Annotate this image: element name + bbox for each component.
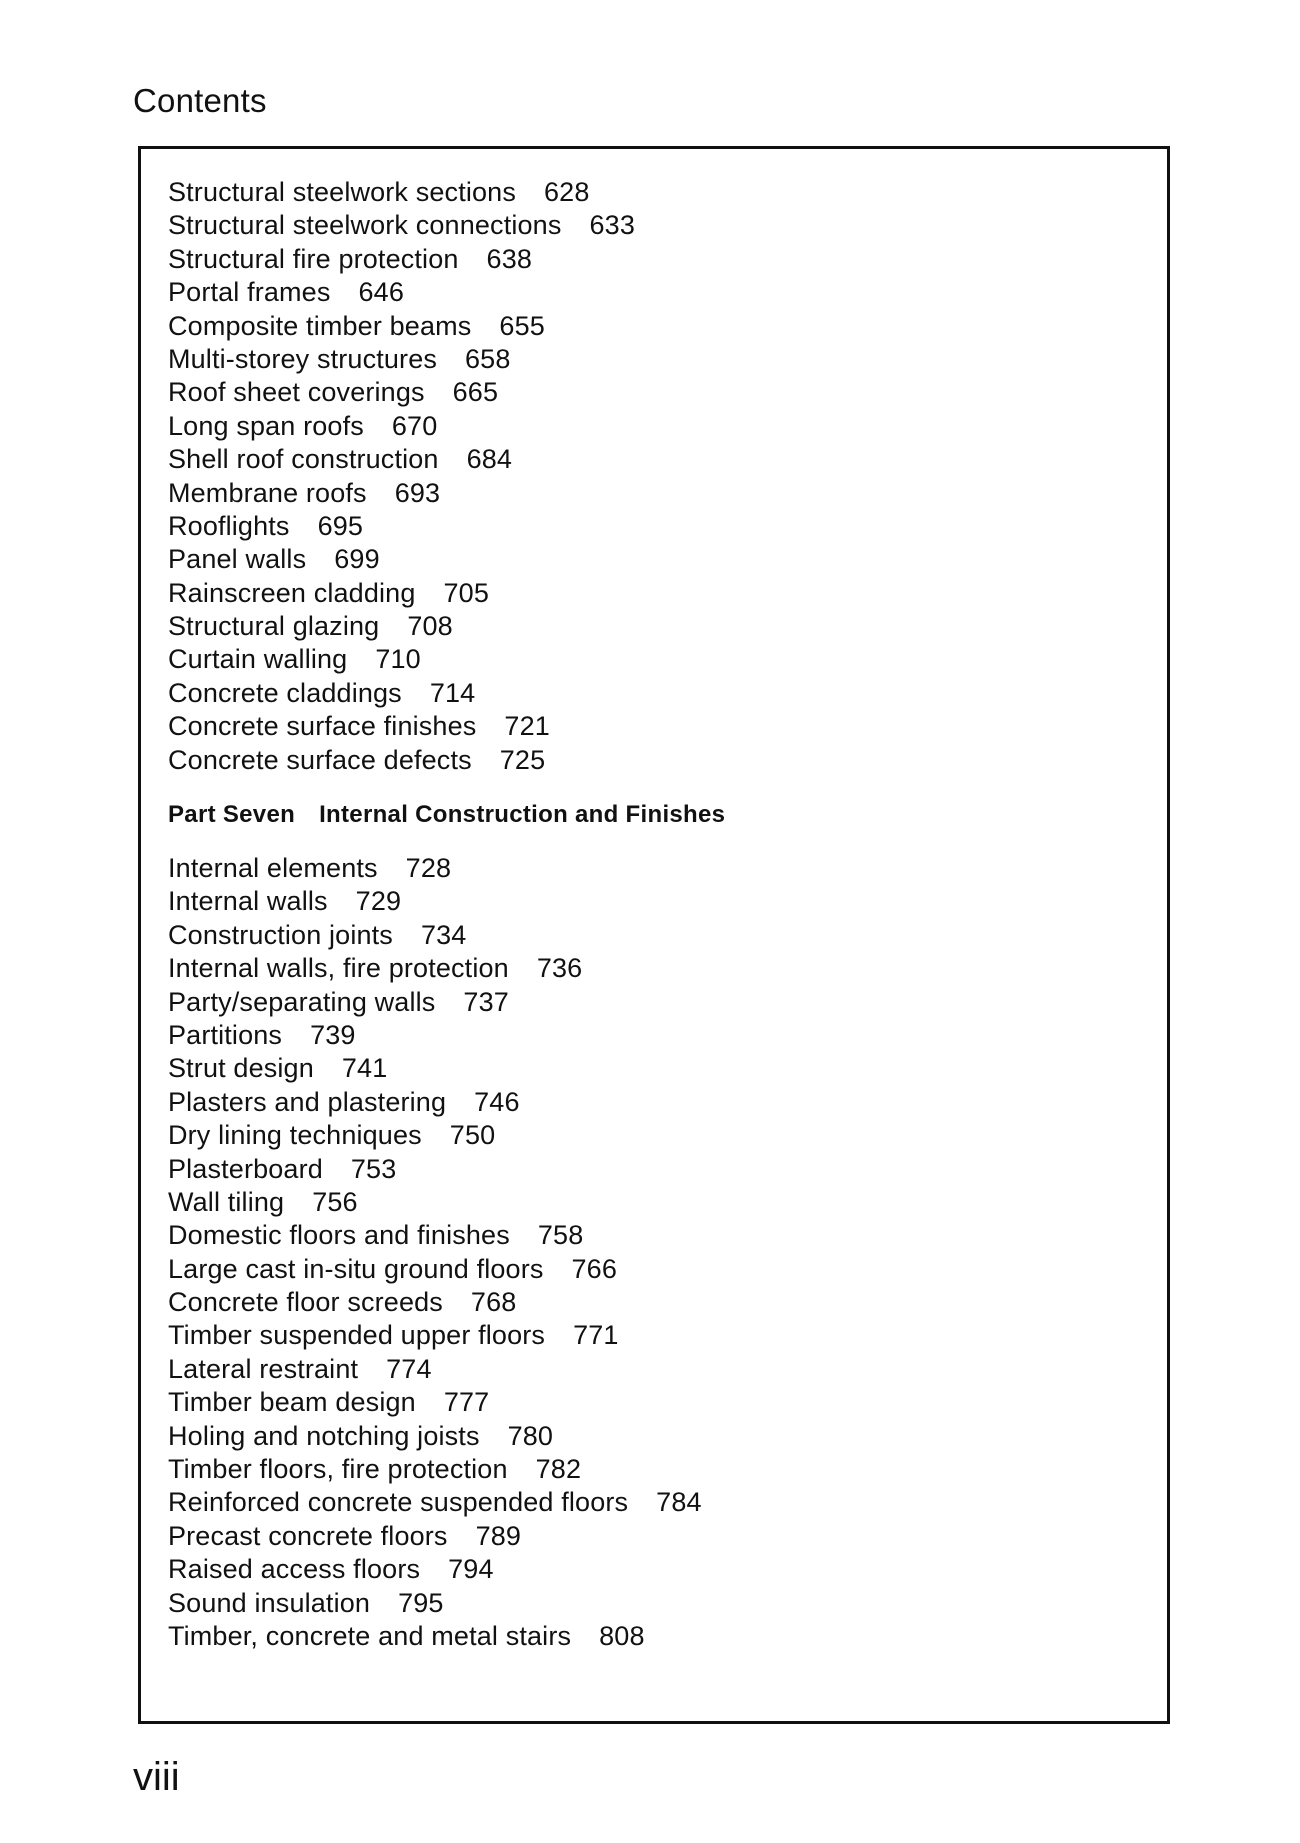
toc-entry	[168, 1186, 702, 1219]
toc-entry-title: Roof sheet coverings	[168, 377, 425, 408]
toc-entry-title: Panel walls	[168, 544, 307, 575]
toc-entry-title: Structural glazing	[168, 611, 380, 642]
toc-entry-page: 633	[589, 210, 635, 241]
toc-entry-title: Internal walls	[168, 886, 328, 917]
toc-entry-page: 794	[448, 1554, 494, 1585]
toc-entry-title: Strut design	[168, 1053, 314, 1084]
toc-entry-page: 734	[420, 919, 467, 950]
toc-entry-page: 655	[499, 310, 545, 341]
toc-entry-page: 670	[391, 410, 438, 441]
toc-entry-page: 736	[536, 953, 583, 984]
toc-entry-title: Raised access floors	[168, 1554, 421, 1585]
toc-entry	[168, 410, 635, 443]
contents-box	[138, 146, 1170, 1724]
toc-entry-page: 695	[317, 510, 364, 541]
toc-entry-page: 710	[375, 644, 421, 675]
toc-entry-page: 746	[474, 1086, 520, 1117]
toc-entry	[168, 1520, 702, 1553]
toc-entry-page: 768	[470, 1287, 517, 1318]
toc-entry-title: Sound insulation	[168, 1587, 371, 1618]
toc-entry	[168, 577, 635, 610]
toc-entry	[168, 443, 635, 476]
part-title: Internal Construction and Finishes	[319, 801, 726, 828]
toc-entry-page: 699	[334, 544, 380, 575]
toc-entry	[168, 1219, 702, 1252]
toc-entry	[168, 919, 702, 952]
toc-entry	[168, 176, 635, 209]
toc-entry	[168, 1019, 702, 1052]
toc-entry-page: 784	[656, 1487, 702, 1518]
toc-entry-title: Lateral restraint	[168, 1353, 359, 1384]
toc-entry-title: Concrete claddings	[168, 677, 402, 708]
toc-entry-title: Long span roofs	[168, 410, 364, 441]
toc-entry-title: Partitions	[168, 1019, 283, 1050]
toc-entry	[168, 1386, 702, 1419]
toc-entry-page: 721	[504, 711, 550, 742]
toc-entry	[168, 1553, 702, 1586]
toc-entry-title: Structural fire protection	[168, 243, 459, 274]
toc-entry-page: 758	[537, 1220, 584, 1251]
toc-entry	[168, 1420, 702, 1453]
toc-entry-title: Membrane roofs	[168, 477, 367, 508]
contents-list-2	[168, 852, 702, 1653]
toc-entry-page: 737	[463, 986, 509, 1017]
toc-entry	[168, 1119, 702, 1152]
toc-entry-page: 766	[571, 1253, 617, 1284]
toc-entry-title: Large cast in-situ ground floors	[168, 1253, 544, 1284]
toc-entry	[168, 1587, 702, 1620]
toc-entry-page: 777	[443, 1387, 490, 1418]
toc-entry-title: Reinforced concrete suspended floors	[168, 1487, 629, 1518]
toc-entry-page: 789	[475, 1520, 522, 1551]
toc-entry	[168, 744, 635, 777]
toc-entry-title: Shell roof construction	[168, 444, 439, 475]
toc-entry-title: Composite timber beams	[168, 310, 472, 341]
toc-entry-title: Portal frames	[168, 277, 331, 308]
contents-list-1	[168, 176, 635, 777]
toc-entry	[168, 376, 635, 409]
toc-entry-page: 725	[499, 744, 546, 775]
toc-entry-page: 782	[535, 1454, 582, 1485]
toc-entry-title: Timber beam design	[168, 1387, 416, 1418]
part-label: Part Seven	[168, 801, 296, 828]
toc-entry	[168, 885, 702, 918]
toc-entry-page: 739	[310, 1019, 356, 1050]
toc-entry-page: 774	[386, 1353, 432, 1384]
toc-entry-title: Rooflights	[168, 510, 290, 541]
toc-entry-title: Timber, concrete and metal stairs	[168, 1620, 572, 1651]
toc-entry	[168, 1453, 702, 1486]
toc-entry	[168, 243, 635, 276]
toc-entry-page: 808	[599, 1620, 645, 1651]
toc-entry-title: Internal walls, fire protection	[168, 953, 509, 984]
toc-entry	[168, 1086, 702, 1119]
toc-entry	[168, 677, 635, 710]
toc-entry	[168, 1353, 702, 1386]
toc-entry-page: 638	[486, 243, 533, 274]
toc-entry-title: Party/separating walls	[168, 986, 436, 1017]
toc-entry	[168, 643, 635, 676]
toc-entry-title: Domestic floors and finishes	[168, 1220, 510, 1251]
toc-entry	[168, 1486, 702, 1519]
toc-entry-title: Curtain walling	[168, 644, 348, 675]
toc-entry-page: 750	[449, 1120, 496, 1151]
toc-entry	[168, 610, 635, 643]
toc-entry-page: 771	[573, 1320, 619, 1351]
toc-entry-page: 714	[429, 677, 476, 708]
toc-entry	[168, 1286, 702, 1319]
toc-entry	[168, 510, 635, 543]
toc-entry-title: Timber floors, fire protection	[168, 1454, 508, 1485]
toc-entry-title: Structural steelwork sections	[168, 177, 516, 207]
toc-entry-page: 753	[350, 1153, 397, 1184]
toc-entry	[168, 1153, 702, 1186]
toc-entry-page: 728	[405, 853, 452, 883]
toc-entry	[168, 986, 702, 1019]
toc-entry-title: Concrete floor screeds	[168, 1287, 443, 1318]
toc-entry	[168, 209, 635, 242]
toc-entry-title: Plasterboard	[168, 1153, 323, 1184]
toc-entry-page: 658	[465, 343, 511, 374]
toc-entry-page: 741	[341, 1053, 388, 1084]
toc-entry	[168, 276, 635, 309]
toc-entry	[168, 1620, 702, 1653]
toc-entry-page: 684	[466, 444, 513, 475]
toc-entry-page: 693	[394, 477, 441, 508]
toc-entry-title: Plasters and plastering	[168, 1086, 447, 1117]
toc-entry-page: 646	[358, 277, 404, 308]
toc-entry	[168, 852, 702, 885]
toc-entry-title: Internal elements	[168, 853, 378, 883]
toc-entry-title: Timber suspended upper floors	[168, 1320, 546, 1351]
toc-entry-title: Precast concrete floors	[168, 1520, 448, 1551]
toc-entry-title: Holing and notching joists	[168, 1420, 480, 1451]
toc-entry-title: Dry lining techniques	[168, 1120, 422, 1151]
part-heading	[168, 803, 725, 827]
toc-entry-title: Concrete surface finishes	[168, 711, 477, 742]
toc-entry-title: Structural steelwork connections	[168, 210, 562, 241]
toc-entry	[168, 952, 702, 985]
page-header: Contents	[133, 82, 267, 119]
toc-entry	[168, 1052, 702, 1085]
toc-entry	[168, 710, 635, 743]
toc-entry-title: Concrete surface defects	[168, 744, 472, 775]
toc-entry	[168, 1253, 702, 1286]
toc-entry-page: 756	[312, 1186, 358, 1217]
toc-entry-title: Construction joints	[168, 919, 393, 950]
toc-entry-title: Multi-storey structures	[168, 343, 438, 374]
toc-entry-title: Rainscreen cladding	[168, 577, 416, 608]
toc-entry-page: 628	[543, 177, 590, 207]
toc-entry-title: Wall tiling	[168, 1186, 285, 1217]
toc-entry-page: 665	[452, 377, 499, 408]
toc-entry	[168, 343, 635, 376]
page-number: viii	[133, 1755, 180, 1799]
toc-entry-page: 705	[443, 577, 489, 608]
toc-entry-page: 780	[507, 1420, 554, 1451]
toc-entry-page: 729	[355, 886, 402, 917]
toc-entry-page: 795	[398, 1587, 444, 1618]
toc-entry	[168, 477, 635, 510]
toc-entry	[168, 543, 635, 576]
toc-entry	[168, 310, 635, 343]
toc-entry	[168, 1319, 702, 1352]
toc-entry-page: 708	[407, 611, 453, 642]
